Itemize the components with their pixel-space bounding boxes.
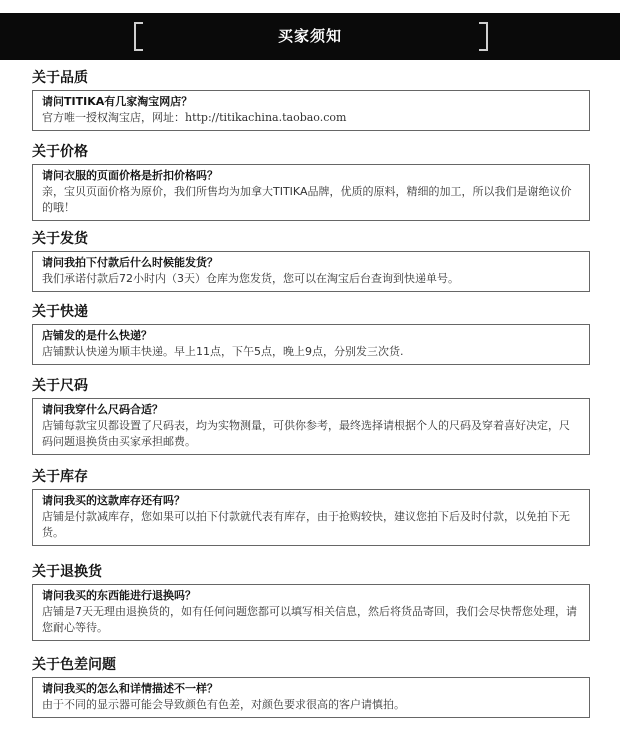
faq-answer: 我们承诺付款后72小时内（3天）仓库为您发货，您可以在淘宝后台查询到快递单号。 bbox=[42, 272, 459, 285]
faq-box bbox=[32, 489, 590, 546]
section-title: 关于色差问题 bbox=[32, 657, 116, 673]
section-title: 关于价格 bbox=[32, 144, 88, 160]
section-courier bbox=[32, 302, 590, 365]
faq-box bbox=[32, 164, 590, 221]
faq-question: 请问我买的怎么和详情描述不一样？ bbox=[42, 682, 218, 695]
section-shipping bbox=[32, 229, 590, 292]
faq-answer: 店铺是7天无理由退换货的，如有任何问题您都可以填写相关信息，然后将货品寄回，我们会尽快帮您处理，请您耐心等待。 bbox=[42, 605, 577, 634]
faq-answer: 店铺是付款减库存，您如果可以拍下付款就代表有库存，由于抢购较快，建议您拍下后及时付款，以免拍下无货。 bbox=[42, 510, 570, 539]
faq-box bbox=[32, 324, 590, 365]
right-bracket-decoration bbox=[479, 22, 488, 51]
faq-answer: 官方唯一授权淘宝店，网址：http://titikachina.taobao.com bbox=[42, 111, 347, 124]
faq-box bbox=[32, 584, 590, 641]
section-title: 关于品质 bbox=[32, 70, 88, 86]
section-title: 关于尺码 bbox=[32, 378, 88, 394]
faq-question: 请问衣服的页面价格是折扣价格吗？ bbox=[42, 169, 218, 182]
faq-question: 请问我拍下付款后什么时候能发货？ bbox=[42, 256, 218, 269]
section-stock bbox=[32, 467, 590, 546]
faq-box bbox=[32, 398, 590, 455]
faq-question: 请问我穿什么尺码合适？ bbox=[42, 403, 163, 416]
faq-box bbox=[32, 677, 590, 718]
section-title: 关于发货 bbox=[32, 231, 88, 247]
section-price bbox=[32, 142, 590, 221]
faq-answer: 店铺默认快递为顺丰快递。早上11点，下午5点，晚上9点，分别发三次货. bbox=[42, 345, 404, 358]
faq-box bbox=[32, 251, 590, 292]
section-title: 关于库存 bbox=[32, 469, 88, 485]
faq-question: 请问我买的东西能进行退换吗？ bbox=[42, 589, 196, 602]
section-returns bbox=[32, 562, 590, 641]
section-title: 关于快递 bbox=[32, 304, 88, 320]
faq-question: 请问我买的这款库存还有吗？ bbox=[42, 494, 185, 507]
faq-question: 请问TITIKA有几家淘宝网店？ bbox=[42, 95, 193, 108]
page-title: 买家须知 bbox=[277, 27, 342, 45]
header-banner bbox=[0, 13, 620, 60]
section-size bbox=[32, 376, 590, 455]
faq-box bbox=[32, 90, 590, 131]
section-quality bbox=[32, 68, 590, 131]
faq-answer: 由于不同的显示器可能会导致颜色有色差，对颜色要求很高的客户请慎拍。 bbox=[42, 698, 405, 711]
faq-answer: 店铺每款宝贝都设置了尺码表，均为实物测量，可供你参考，最终选择请根据个人的尺码及穿着喜好决定，尺码问题退换货由买家承担邮费。 bbox=[42, 419, 570, 448]
section-color-difference bbox=[32, 655, 590, 718]
section-title: 关于退换货 bbox=[32, 564, 102, 580]
faq-question: 店铺发的是什么快递？ bbox=[42, 329, 152, 342]
faq-answer: 亲，宝贝页面价格为原价，我们所售均为加拿大TITIKA品牌，优质的原料，精细的加工，所以我们是谢绝议价的哦！ bbox=[42, 185, 572, 214]
